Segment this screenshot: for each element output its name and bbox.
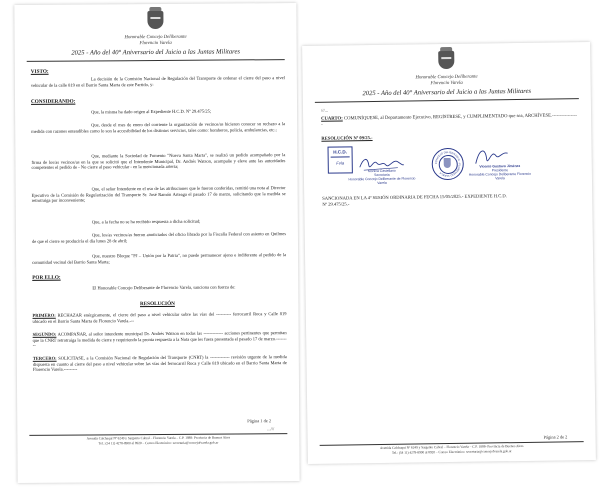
primero-label: PRIMERO: <box>32 312 56 318</box>
council-crest-icon-2 <box>435 47 457 73</box>
president-name: Vicente Gustavo Jiménez <box>479 163 521 169</box>
considerando-6: Que, los/as vecinos/as fueron anoticiados del oficio librado por la Fiscalía Federal con asiento en Quilmes de que el cierre se produciría el día lunes 28 de abril; <box>31 231 286 244</box>
council-name-2: Honorable Concejo Deliberante <box>415 74 478 81</box>
resolucion-title: RESOLUCIÓN <box>139 300 175 308</box>
article-segundo <box>33 330 287 349</box>
stamp-rect-sub: Fvla <box>336 160 345 166</box>
sancionada-text: SANCIONADA EN LA 4º SESIÓN ORDINARIA DE FECHA 15/05/2025.- EXPEDIENTE H.C.D. Nº 29.475/25.- <box>322 193 507 207</box>
segundo-label: SEGUNDO: <box>32 331 57 337</box>
president-role: Presidente <box>491 168 508 173</box>
stamp-rect-title: H.C.D. <box>333 149 348 155</box>
considerando-1: Que, la misma ha dado origen al Expediente H.C.D. Nº 29.475/25; <box>91 108 212 115</box>
resolucion-number: RESOLUCIÓN Nº 09/25.- <box>321 135 373 141</box>
visto-heading: VISTO: <box>30 68 49 75</box>
footer-address-1: Avenida Calchaquí Nº 6249 y Sargento Cabral – Florencio Varela – C.P. 1888- Provincia de Buenos Aires <box>86 435 231 441</box>
round-stamp-text: CONCEJO DELIBERANTE - FLORENCIO VARELA <box>434 150 461 178</box>
header-motto-2: 2025 - Año del 40° Aniversario del Juicio a las Juntas Militares <box>362 87 532 98</box>
header-rule <box>27 59 285 62</box>
city-name: Florencio Varela <box>139 40 172 47</box>
page-number-2: Página 2 de 2 <box>543 434 568 440</box>
considerando-heading: CONSIDERANDO: <box>30 98 76 105</box>
segundo-text: ACOMPAÑAR, al señor intendente municipal Dr. Andrés Watson en todas las ------------- acciones pertinentes que permitan que la CNRT retrotraiga la medida de cierre y requiriendo la pronta respuesta a la Nota que les fuera presentada el pasado 17 de marzo.--------- <box>32 330 287 349</box>
cuarto-text: COMUNÍQUESE, al Departamento Ejecutivo, REGÍSTRESE, y CUMPLIMENTADO que sea, ARCHÍVESE.----------------- <box>321 113 578 128</box>
visto-text: La decisión de la Comisión Nacional de Regulación del Transporte de ordenar el cierre del paso a nivel vehicular de la calle 819 en el Barrio Santa Marta de este Partido, y: <box>30 75 285 88</box>
primero-text: RECHAZAR enérgicamente, el cierre del paso a nivel vehicular sobre las vías del ---------- ferrocarril Roca y Calle 819 ubicado en el Barrio Santa Marta de Florencio Varela.--- <box>32 311 287 324</box>
president-org: Honorable Concejo Deliberante Florencio Varela <box>468 171 532 181</box>
document-page-2 <box>302 42 596 464</box>
considerando-5: Que, a la fecha no se ha recibido respuesta a dicha solicitud; <box>91 218 201 225</box>
considerando-7: Que, nuestro Bloque "PJ – Unión por la Patria", no puede permanecer ajeno e indiferente al pedido de la comunidad vecinal del Barrio Santa Marta; <box>32 252 287 265</box>
header-motto: 2025 - Año del 40° Aniversario del Juicio a las Juntas Militares <box>71 48 241 57</box>
considerando-2: Que, desde el mes de enero del corriente la organización de vecinos/as hicieron conocer su rechazo a la medida con razones entendibles como lo son la accesibilidad de los distintos servicios, tales como: bomberos, policía, ambulancias, etc.; <box>31 121 286 134</box>
footer-address-2: Avenida Calchaquí Nº 6249 y Sargento Cabral – Florencio Varela – C.P. 1888- Provincia de Buenos Aires <box>379 443 524 450</box>
president-stamp <box>464 164 536 181</box>
secretary-org: Honorable Concejo Deliberante de Florencio Varela <box>348 176 416 185</box>
top-mark: ///... <box>320 107 328 113</box>
cuarto-label: CUARTO: <box>321 116 343 122</box>
header-rule-2 <box>315 98 579 103</box>
council-name: Honorable Concejo Deliberante <box>124 34 187 41</box>
continue-mark: .../// <box>267 426 275 432</box>
article-primero <box>32 311 286 324</box>
article-cuarto <box>321 113 577 128</box>
considerando-3: Que, mediante la Sociedad de Fomento "Nueva Santa Marta", se realizó un pedido acompañado por la firma de los/as vecinos/as en la que se solicitó que el Intendente Municipal, Dr. Andrés Watson, acompañe y eleve ante las autoridades competentes el pedido de - No cierre al paso vehicular - en la mencionada arteria; <box>31 152 286 171</box>
page-number-1: Página 1 de 2 <box>247 418 272 424</box>
city-name-2: Florencio Varela <box>430 80 463 87</box>
porello-heading: POR ELLO: <box>32 274 61 281</box>
secretary-role: Secretaria <box>374 172 390 178</box>
footer-contact-1: Tel.: (54 11) 4278-8900 al 8920 – Correo Electrónico: secretaria@concejofvarela.gob.ar <box>98 440 219 446</box>
secretary-name: Mónica Castellano <box>367 168 396 174</box>
document-page-1 <box>14 3 299 483</box>
secretary-stamp <box>348 168 416 185</box>
footer-contact-2: Tel.: (54 11) 4278-8900 al 8920 – Correo Electrónico: secretaria@concejofvarela.gob.ar <box>391 449 512 455</box>
council-round-seal <box>432 148 464 180</box>
article-tercero <box>33 354 287 373</box>
porello-text: El Honorable Concejo Deliberante de Florencio Varela, sanciona con fuerza de: <box>92 284 236 291</box>
considerando-4: Que, el señor Intendente en el uso de las atribuciones que le fueron conferidas, remitió una nota al Director Ejecutivo de la Comisión de Regularización del Transporte Sr. José Ramón Arteaga el pasado 17 de marzo, solicitando que la medida se retrotraiga por inconveniente; <box>31 185 286 204</box>
council-crest-icon <box>144 7 166 33</box>
tercero-label: TERCERO: <box>32 355 57 361</box>
tercero-text: SOLICITASE, a la Comisión Nacional de Regulación del Transporte (CNRT) la ------------- revisión urgente de la medida dispuesta en cuanto al cierre del paso a nivel vehicular sobre las vías del ferrocarril Roca y Calle 819 ubicado en el Barrio Santa Marta de Florencio Varela.--------- <box>32 354 287 373</box>
